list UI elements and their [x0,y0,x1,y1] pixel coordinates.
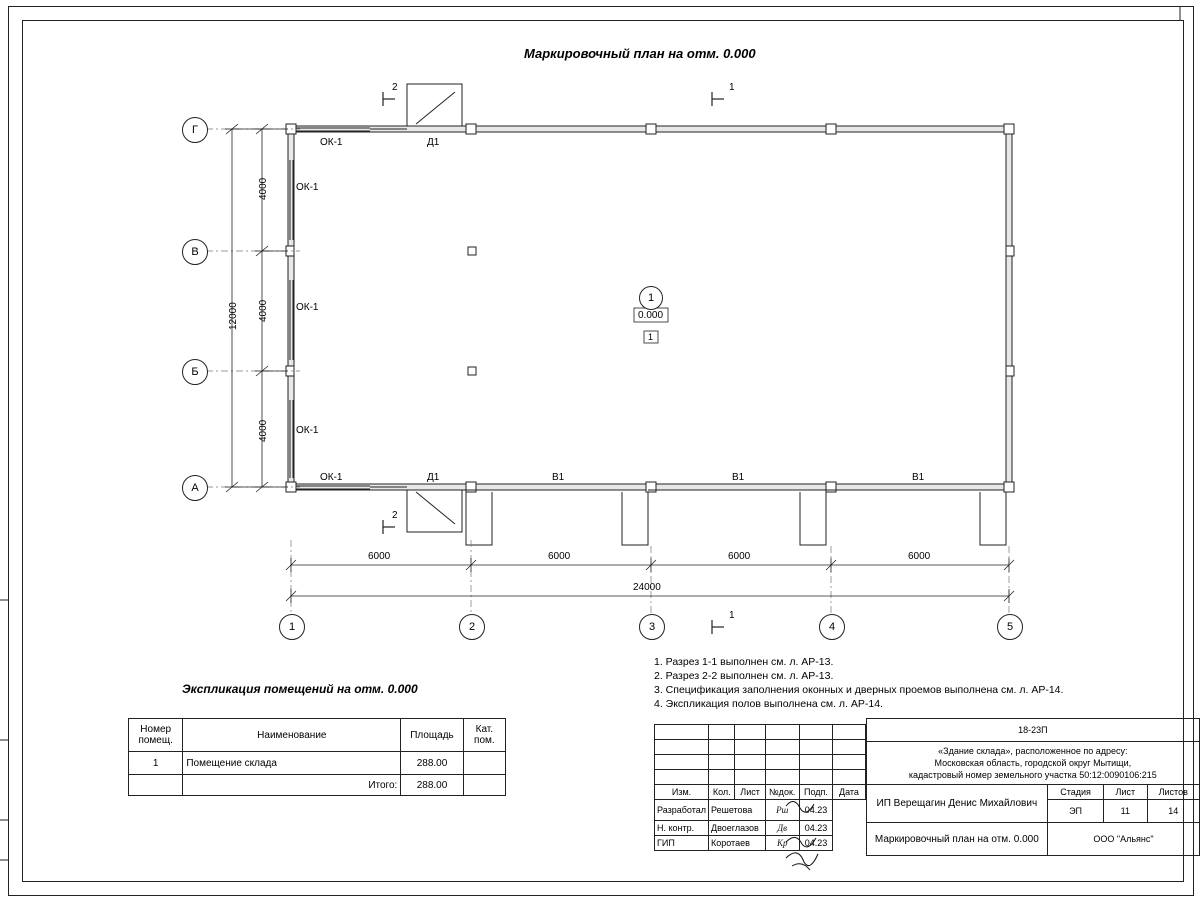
col-header-area: Площадь [401,719,463,752]
stamp-name-1: Двоеглазов [709,820,766,835]
stamp-sheet-header: Лист [1104,785,1147,800]
stamp-date-0: 04.23 [799,799,832,820]
stamp-col-data: Дата [833,784,865,799]
explication-title: Экспликация помещений на отм. 0.000 [182,682,418,696]
room-elevation-label: 0.000 [638,310,664,321]
dim-horizontal-6000-3: 6000 [728,551,751,562]
stamp-signature-2: Кр [765,835,799,850]
door-label-d1-bottom: Д1 [427,472,440,483]
dim-horizontal-total: 24000 [633,582,661,593]
dim-vertical-4000-3: 4000 [258,419,269,442]
stamp-stage-header: Стадия [1048,785,1104,800]
section-mark-1-top: 1 [729,82,735,93]
dim-horizontal-6000-4: 6000 [908,551,931,562]
stamp-company: ООО "Альянс" [1048,823,1200,856]
window-label-ok1-left-2: ОК-1 [296,302,319,313]
stamp-project-code: 18-23П [866,719,1199,742]
window-label-ok1-left-3: ОК-1 [296,425,319,436]
axis-bubble-number-2: 2 [459,614,485,640]
stamp-name-2: Коротаев [709,835,766,850]
cell-room-area: 288.00 [401,752,463,775]
dim-horizontal-6000-2: 6000 [548,551,571,562]
axis-bubble-number-3: 3 [639,614,665,640]
note-3: 3. Спецификация заполнения оконных и дверных проемов выполнена см. л. АР-14. [654,684,1064,696]
stamp-date-2: 04.23 [799,835,832,850]
section-mark-2-bottom: 2 [392,510,398,521]
section-mark-2-top: 2 [392,82,398,93]
room-number-marker: 1 [639,286,663,310]
cell-total-value: 288.00 [401,775,463,796]
door-label-d1-top: Д1 [427,137,440,148]
stamp-role-1: Н. контр. [655,820,709,835]
stamp-signature-0: Рш [765,799,799,820]
axis-bubble-number-1: 1 [279,614,305,640]
stamp-name-0: Решетова [709,799,766,820]
stamp-col-kol: Кол. [709,784,735,799]
col-header-category: Кат. пом. [463,719,505,752]
stamp-role-2: ГИП [655,835,709,850]
dim-vertical-total: 12000 [228,302,239,330]
stamp-stage-value: ЭП [1048,800,1104,823]
stamp-signature-1: Дв [765,820,799,835]
stamp-col-izm: Изм. [655,784,709,799]
note-4: 4. Экспликация полов выполнена см. л. АР-14. [654,698,883,710]
note-1: 1. Разрез 1-1 выполнен см. л. АР-13. [654,656,834,668]
stamp-date-1: 04.23 [799,820,832,835]
stamp-designer: ИП Верещагин Денис Михайлович [866,785,1047,823]
stamp-col-list: Лист [735,784,765,799]
cell-room-name: Помещение склада [183,752,401,775]
cell-room-number: 1 [129,752,183,775]
section-mark-1-bottom: 1 [729,610,735,621]
window-label-ok1-left-1: ОК-1 [296,182,319,193]
gate-label-v1-1: В1 [552,472,565,483]
gate-label-v1-2: В1 [732,472,745,483]
window-label-ok1-bottom: ОК-1 [320,472,343,483]
stamp-col-ndok: №док. [765,784,799,799]
gate-label-v1-3: В1 [912,472,925,483]
col-header-name: Наименование [183,719,401,752]
axis-bubble-number-4: 4 [819,614,845,640]
axis-bubble-number-5: 5 [997,614,1023,640]
stamp-sheet-value: 11 [1104,800,1147,823]
stamp-sheet-title: Маркировочный план на отм. 0.000 [866,823,1047,856]
dim-vertical-4000-2: 4000 [258,299,269,322]
cell-total-label: Итого: [183,775,401,796]
dim-vertical-4000-1: 4000 [258,177,269,200]
room-floor-type-label: 1 [648,332,654,342]
window-label-ok1-top: ОК-1 [320,137,343,148]
note-2: 2. Разрез 2-2 выполнен см. л. АР-13. [654,670,834,682]
stamp-sheets-header: Листов [1147,785,1200,800]
stamp-col-podp: Подп. [799,784,832,799]
object-line-1: «Здание склада», расположенное по адресу: [938,746,1128,756]
object-line-2: Московская область, городской округ Мытищи, [934,758,1132,768]
plan-title: Маркировочный план на отм. 0.000 [524,46,756,61]
axis-bubble-letter-G: Г [182,117,208,143]
dim-horizontal-6000-1: 6000 [368,551,391,562]
col-header-number: Номер помещ. [129,719,183,752]
axis-bubble-letter-A: А [182,475,208,501]
stamp-role-0: Разработал [655,799,709,820]
object-line-3: кадастровый номер земельного участка 50:12:0090106:215 [908,770,1157,780]
axis-bubble-letter-B: Б [182,359,208,385]
stamp-sheets-value: 14 [1147,800,1200,823]
axis-bubble-letter-V: В [182,239,208,265]
